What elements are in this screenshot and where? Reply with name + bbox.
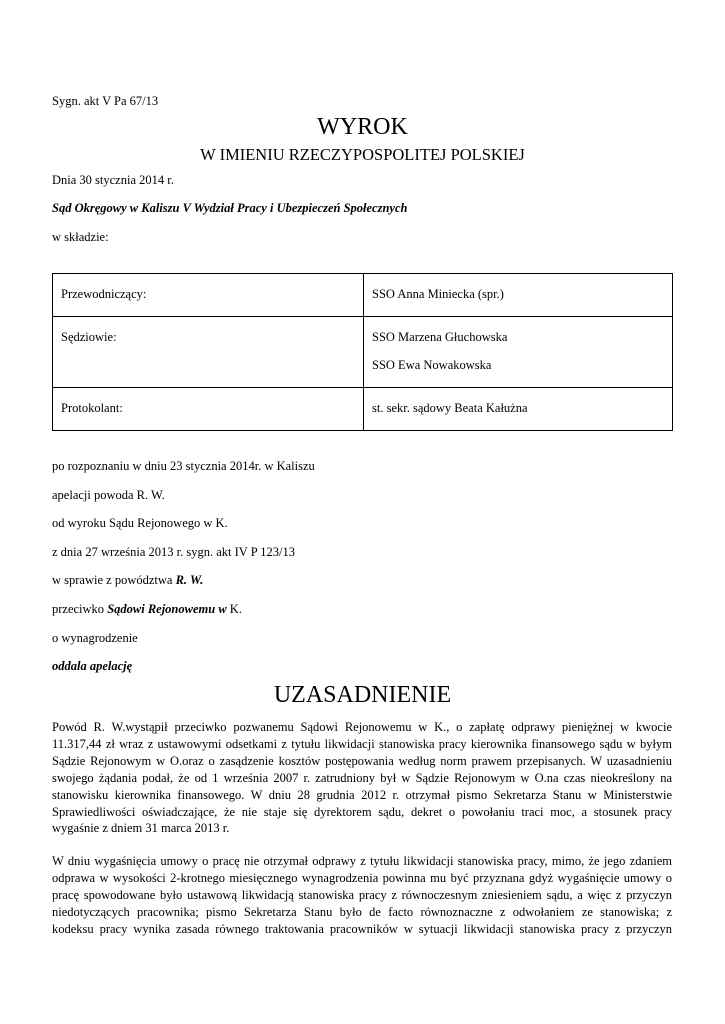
composition-label: w składzie: <box>52 230 109 244</box>
court-panel-table <box>52 273 673 431</box>
clerk-label: Protokolant: <box>53 388 364 431</box>
from-judgment-line: od wyroku Sądu Rejonowego w K. <box>52 516 228 530</box>
judges-values <box>364 317 673 388</box>
table-row <box>53 317 673 388</box>
appeal-line: apelacji powoda R. W. <box>52 488 165 502</box>
chair-value: SSO Anna Miniecka (spr.) <box>364 274 673 317</box>
hearing-line: po rozpoznaniu w dniu 23 stycznia 2014r. w Kaliszu <box>52 459 315 473</box>
document-subtitle: W IMIENIU RZECZYPOSPOLITEJ POLSKIEJ <box>200 145 525 164</box>
paragraph-line: W dniu wygaśnięcia umowy o pracę nie otrzymał odprawy z tytułu likwidacji stanowiska pracy, mimo, że jego zdaniem <box>52 854 672 868</box>
case-line <box>52 573 203 588</box>
paragraph-line: swojego żądania podał, że od 1 września 2007 r. zatrudniony był w Sądzie Rejonowym w O.na czas nieokreślony na <box>52 770 672 785</box>
paragraph-line: wygaśnie z dniem 31 marca 2013 r. <box>52 821 230 836</box>
judge-1: SSO Marzena Głuchowska <box>372 330 508 344</box>
judges-label: Sędziowie: <box>53 317 364 388</box>
court-name: Sąd Okręgowy w Kaliszu V Wydział Pracy i Ubezpieczeń Społecznych <box>52 201 408 215</box>
justification-paragraph-2 <box>52 853 672 938</box>
paragraph-line: kodeksu pracy wynika zasada równego traktowania pracowników w sytuacji likwidacji stanowiska pracy z przyczyn <box>52 921 672 936</box>
chair-label: Przewodniczący: <box>53 274 364 317</box>
judge-2: SSO Ewa Nowakowska <box>372 358 492 372</box>
table-row <box>53 388 673 431</box>
defendant-suffix: K. <box>229 602 242 616</box>
paragraph-line: stanowisku kierownika finansowego. W dniu 28 grudnia 2012 r. otrzymał pismo Sekretarza Stanu w Ministerstwie <box>52 787 672 802</box>
document-title: WYROK <box>317 114 408 140</box>
justification-heading: UZASADNIENIE <box>273 682 452 708</box>
judgment-date-line: z dnia 27 września 2013 r. sygn. akt IV P 123/13 <box>52 545 296 559</box>
case-reference: Sygn. akt V Pa 67/13 <box>52 94 159 108</box>
paragraph-line: Sądzie Rejonowym w O.oraz o zasądzenie kosztów postępowania według norm prawem przepisanych. W uzasadnieniu <box>52 753 672 768</box>
case-prefix: w sprawie z powództwa <box>52 573 173 587</box>
paragraph-line: Sprawiedliwości oświadczające, że nie staje się dyrektorem sądu, dekret o powołaniu traci moc, a stosunek pracy <box>52 804 672 819</box>
subject-line: o wynagrodzenie <box>52 631 138 645</box>
justification-paragraph-1 <box>52 719 672 837</box>
table-row <box>53 274 673 317</box>
clerk-value: st. sekr. sądowy Beata Kałużna <box>364 388 673 431</box>
paragraph-line: 11.317,44 zł wraz z ustawowymi odsetkami z tytułu likwidacji stanowiska pracy kierownika finansowego sądu w byłym <box>52 736 672 751</box>
judgment-date: Dnia 30 stycznia 2014 r. <box>52 173 174 187</box>
against-prefix: przeciwko <box>52 602 105 616</box>
paragraph-line: Powód R. W.wystąpił przeciwko pozwanemu Sądowi Rejonowemu w K., o zapłatę odprawy pieniężnej w kwocie <box>52 720 672 734</box>
against-line <box>52 602 242 617</box>
ruling-line: oddala apelację <box>52 659 133 673</box>
paragraph-line: pracę spowodowane było ustawową likwidacją stanowiska pracy z równoczesnym zniesieniem sądu, a więc z przyczyn <box>52 887 672 902</box>
defendant-name: Sądowi Rejonowemu w <box>107 602 227 616</box>
plaintiff-name: R. W. <box>175 573 204 587</box>
paragraph-line: niedotyczących pracownika; pismo Sekretarza Stanu było de facto równoznaczne z odwołaniem ze stanowiska; z <box>52 904 672 919</box>
paragraph-line: odprawa w wysokości 2-krotnego miesięcznego wynagrodzenia powinna mu być przyznana gdyż wygaśnięcie umowy o <box>52 870 672 885</box>
